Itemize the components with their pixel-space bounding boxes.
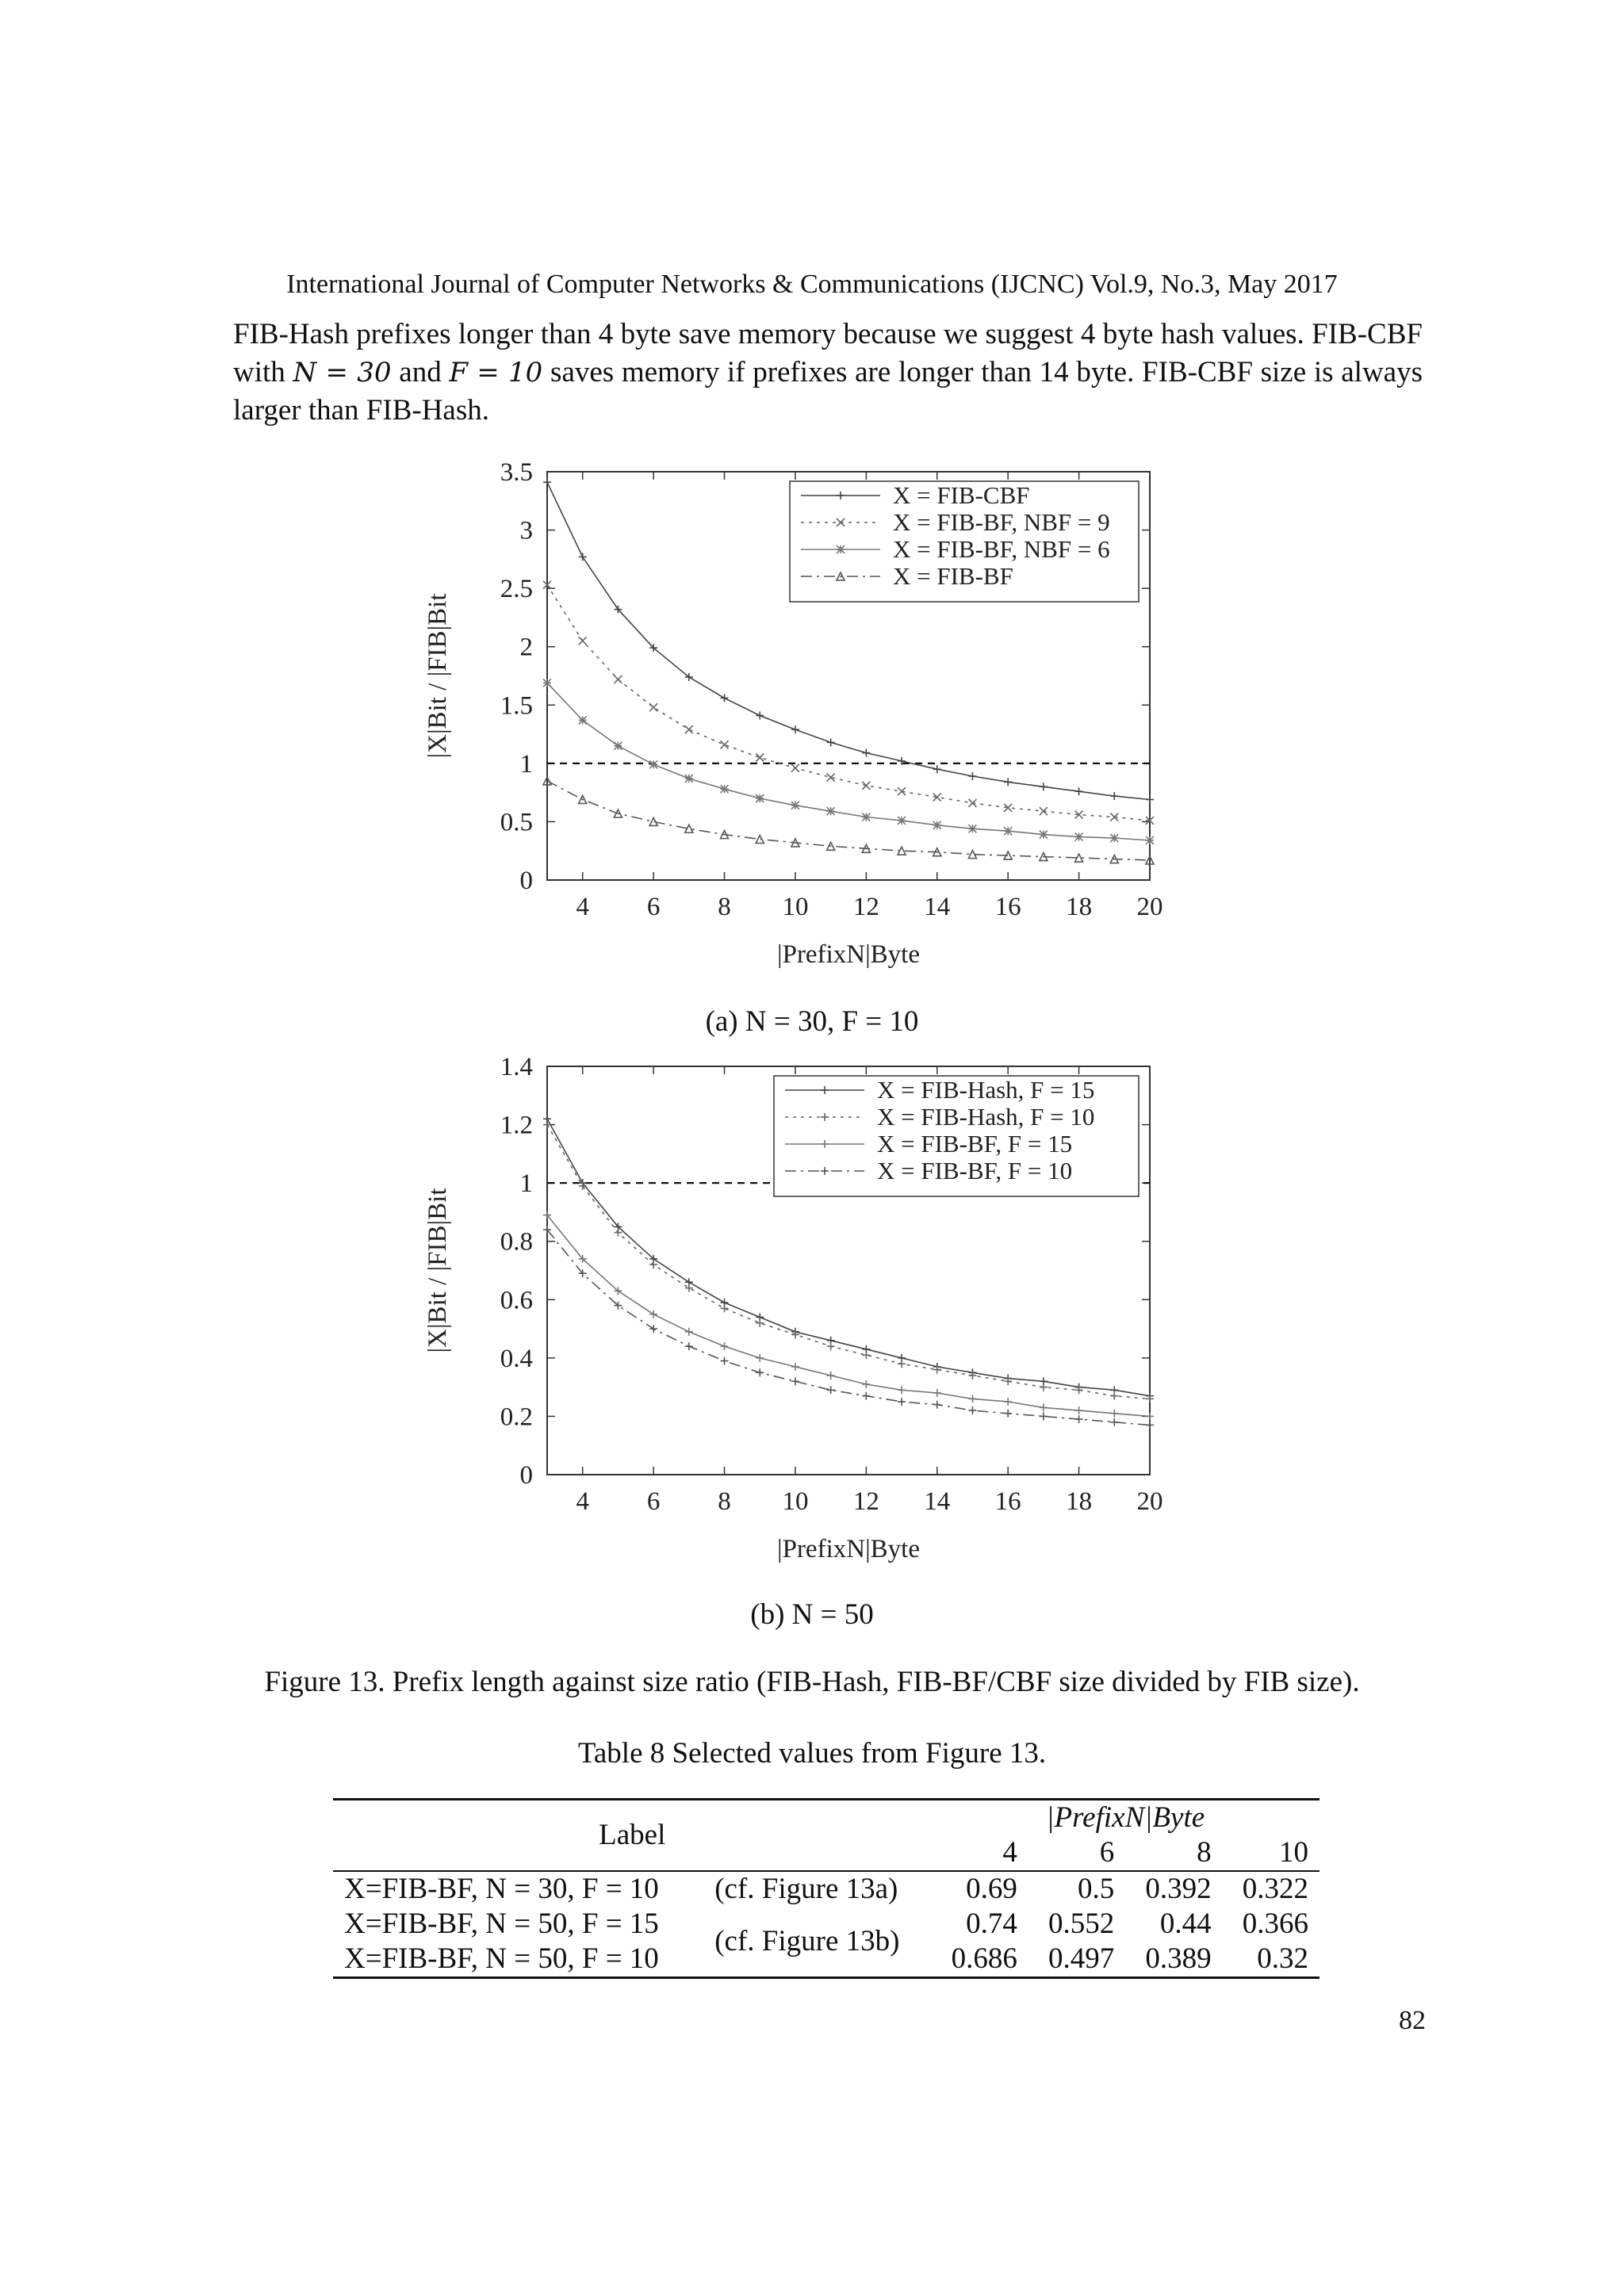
data-point xyxy=(649,760,657,768)
data-point xyxy=(827,1342,835,1350)
y-tick-label: 0.8 xyxy=(500,1227,533,1257)
table-cell: 0.552 xyxy=(1048,1908,1115,1940)
y-axis-label: |X|Bit / |FIB|Bit xyxy=(423,1188,452,1353)
legend-label: X = FIB-BF, NBF = 6 xyxy=(893,535,1110,563)
table-cell: 0.322 xyxy=(1242,1873,1308,1905)
body-paragraph xyxy=(233,316,1423,430)
legend-label: X = FIB-CBF xyxy=(893,481,1030,509)
data-point xyxy=(1004,1410,1012,1418)
paragraph-text-1: FIB-Hash prefixes longer than 4 byte save memory because we suggest 4 byte hash values. FIB-CBF with xyxy=(233,318,1423,388)
data-point xyxy=(1004,778,1012,786)
y-tick-label: 3.5 xyxy=(500,458,533,487)
series-4 xyxy=(543,1226,1154,1429)
y-tick-label: 0.5 xyxy=(500,808,533,837)
data-point xyxy=(1110,792,1118,800)
data-point xyxy=(543,478,551,486)
data-point xyxy=(791,725,799,733)
x-tick-label: 20 xyxy=(1136,893,1163,921)
data-point xyxy=(1040,1412,1048,1420)
data-point xyxy=(1110,1418,1118,1426)
table-cell: 0.74 xyxy=(966,1908,1017,1940)
data-point xyxy=(685,1342,693,1350)
data-point xyxy=(827,807,835,815)
table-caption: Table 8 Selected values from Figure 13. xyxy=(577,1737,1047,1770)
table-cell: 0.389 xyxy=(1145,1942,1212,1975)
data-point xyxy=(721,1304,729,1312)
legend-label: X = FIB-BF xyxy=(893,562,1013,590)
x-tick-label: 10 xyxy=(782,1487,809,1516)
data-point xyxy=(827,738,835,746)
data-point xyxy=(1075,833,1083,841)
chart-a-caption: (a) N = 30, F = 10 xyxy=(705,1005,919,1038)
y-tick-label: 2.5 xyxy=(500,575,533,604)
data-point xyxy=(791,1363,799,1371)
legend-label: X = FIB-Hash, F = 15 xyxy=(877,1076,1095,1104)
data-point xyxy=(1146,795,1154,803)
data-point xyxy=(1004,1398,1012,1406)
data-point xyxy=(862,1380,870,1388)
data-point xyxy=(543,1121,551,1129)
data-point xyxy=(756,712,764,720)
data-point xyxy=(649,1261,657,1269)
data-point xyxy=(756,1354,764,1362)
x-tick-label: 16 xyxy=(994,893,1021,921)
data-point xyxy=(685,1328,693,1336)
series-4 xyxy=(543,777,1154,864)
y-tick-label: 2 xyxy=(519,633,533,662)
data-point xyxy=(862,749,870,757)
data-point xyxy=(898,1386,906,1394)
data-point xyxy=(968,1395,976,1402)
data-point xyxy=(898,1398,906,1406)
x-tick-label: 6 xyxy=(646,1487,661,1516)
paragraph-math-f: F = 10 xyxy=(449,357,543,388)
x-tick-label: 14 xyxy=(924,1487,951,1516)
data-point xyxy=(756,754,764,762)
table-cell: 0.32 xyxy=(1257,1942,1308,1975)
data-point xyxy=(1146,1412,1154,1420)
results-table xyxy=(333,1798,1320,1979)
x-tick-label: 4 xyxy=(576,893,589,921)
data-point xyxy=(1040,783,1048,790)
data-point xyxy=(756,1319,764,1327)
y-tick-label: 0.4 xyxy=(500,1344,533,1373)
data-point xyxy=(862,1351,870,1359)
table-cell: 0.69 xyxy=(966,1873,1017,1905)
data-point xyxy=(1146,836,1154,844)
series-line xyxy=(547,1230,1150,1425)
y-tick-label: 0 xyxy=(519,867,533,895)
data-point xyxy=(579,637,587,645)
table-col-header: 10 xyxy=(1279,1836,1308,1869)
data-point xyxy=(756,794,764,802)
series-line xyxy=(547,683,1150,840)
data-point xyxy=(649,703,657,711)
table-row xyxy=(333,1907,1320,1942)
data-point xyxy=(1075,1415,1083,1423)
x-tick-label: 16 xyxy=(994,1487,1021,1516)
chart-b xyxy=(381,1050,1189,1578)
legend-marker xyxy=(837,545,845,553)
series-line xyxy=(547,1215,1150,1417)
table-cell: 0.497 xyxy=(1048,1942,1115,1975)
x-tick-label: 12 xyxy=(852,893,879,921)
data-point xyxy=(649,1325,657,1333)
data-point xyxy=(791,764,799,772)
series-3 xyxy=(543,679,1154,844)
table-col-header: 8 xyxy=(1197,1836,1212,1869)
chart-b-caption: (b) N = 50 xyxy=(750,1598,874,1631)
table-cell: 0.392 xyxy=(1145,1873,1212,1905)
x-tick-label: 10 xyxy=(782,893,809,921)
data-point xyxy=(685,1284,693,1292)
series-line xyxy=(547,585,1150,821)
data-point xyxy=(1075,787,1083,795)
table-row-ref: (cf. Figure 13b) xyxy=(714,1925,900,1957)
table-prefix-header: |PrefixN|Byte xyxy=(1046,1801,1205,1834)
data-point xyxy=(649,1311,657,1318)
x-tick-label: 6 xyxy=(646,893,661,921)
table-cell: 0.5 xyxy=(1077,1873,1115,1905)
legend-label: X = FIB-Hash, F = 10 xyxy=(877,1103,1095,1131)
y-tick-label: 1.2 xyxy=(500,1111,533,1140)
table-col-header: 4 xyxy=(1002,1836,1017,1869)
data-point xyxy=(685,775,693,783)
data-point xyxy=(968,1406,976,1414)
table-cell: 0.44 xyxy=(1159,1908,1212,1940)
x-tick-label: 18 xyxy=(1066,1487,1093,1516)
data-point xyxy=(721,694,729,702)
x-axis-label: |PrefixN|Byte xyxy=(776,1535,921,1563)
data-point xyxy=(968,825,976,832)
data-point xyxy=(721,740,729,748)
data-point xyxy=(579,716,587,724)
paragraph-math-n: N = 30 xyxy=(293,357,392,388)
table-cell: 0.366 xyxy=(1242,1908,1308,1940)
x-tick-label: 14 xyxy=(924,893,951,921)
data-point xyxy=(1040,1383,1048,1391)
legend-label: X = FIB-BF, NBF = 9 xyxy=(893,508,1110,536)
data-point xyxy=(862,782,870,790)
data-point xyxy=(721,1357,729,1365)
y-tick-label: 3 xyxy=(519,516,533,545)
y-tick-label: 0.6 xyxy=(500,1286,533,1315)
y-tick-label: 1.4 xyxy=(500,1053,533,1081)
data-point xyxy=(862,813,870,821)
data-point xyxy=(1110,1392,1118,1400)
paragraph-text-and: and xyxy=(391,356,450,388)
data-point xyxy=(543,679,551,687)
legend-label: X = FIB-BF, F = 15 xyxy=(877,1130,1073,1158)
data-point xyxy=(898,1360,906,1368)
data-point xyxy=(685,725,693,733)
data-point xyxy=(614,675,622,683)
page-number: 82 xyxy=(1399,2006,1426,2035)
data-point xyxy=(933,1401,941,1409)
series-2 xyxy=(543,581,1154,825)
y-tick-label: 1.5 xyxy=(500,691,533,721)
x-tick-label: 12 xyxy=(852,1487,879,1516)
data-point xyxy=(898,817,906,825)
chart-a xyxy=(381,456,1189,995)
figure-caption: Figure 13. Prefix length against size ratio (FIB-Hash, FIB-BF/CBF size divided by FIB size). xyxy=(264,1666,1360,1698)
journal-header: International Journal of Computer Networks & Communications (IJCNC) Vol.9, No.3, May 2017 xyxy=(286,270,1338,299)
data-point xyxy=(791,802,799,809)
y-tick-label: 1 xyxy=(519,749,533,779)
data-point xyxy=(614,742,622,750)
x-tick-label: 8 xyxy=(718,1487,731,1516)
series-line xyxy=(547,781,1150,860)
data-point xyxy=(756,1368,764,1376)
data-point xyxy=(721,785,729,793)
data-point xyxy=(721,1342,729,1350)
y-axis-label: |X|Bit / |FIB|Bit xyxy=(423,593,452,759)
data-point xyxy=(933,765,941,773)
table-label-header: Label xyxy=(599,1819,666,1851)
data-point xyxy=(1004,827,1012,835)
table-cell: 0.686 xyxy=(951,1942,1017,1975)
x-tick-label: 20 xyxy=(1136,1487,1163,1516)
data-point xyxy=(1040,831,1048,839)
x-tick-label: 8 xyxy=(718,893,731,921)
data-point xyxy=(1146,1421,1154,1429)
data-point xyxy=(579,553,587,561)
data-point xyxy=(862,1392,870,1400)
table-row-ref: (cf. Figure 13a) xyxy=(714,1873,898,1905)
data-point xyxy=(933,821,941,829)
table-row-label: X=FIB-BF, N = 50, F = 15 xyxy=(344,1908,659,1940)
y-tick-label: 0.2 xyxy=(500,1402,533,1432)
table-col-header: 6 xyxy=(1099,1836,1115,1869)
data-point xyxy=(1075,1406,1083,1414)
data-point xyxy=(1110,1410,1118,1418)
data-point xyxy=(933,1389,941,1397)
data-point xyxy=(827,1372,835,1380)
data-point xyxy=(968,772,976,780)
data-point xyxy=(791,1377,799,1385)
x-axis-label: |PrefixN|Byte xyxy=(776,940,921,969)
legend-label: X = FIB-BF, F = 10 xyxy=(877,1157,1073,1184)
paragraph-text-2: saves memory if prefixes are longer than 14 byte. FIB-CBF size is always larger than FIB-Hash. xyxy=(233,356,1423,427)
data-point xyxy=(827,1386,835,1394)
y-tick-label: 0 xyxy=(519,1461,533,1490)
table-row xyxy=(333,1871,1320,1907)
table-row-label: X=FIB-BF, N = 50, F = 10 xyxy=(344,1942,659,1975)
data-point xyxy=(1110,834,1118,842)
table-row-label: X=FIB-BF, N = 30, F = 10 xyxy=(344,1873,659,1905)
x-tick-label: 4 xyxy=(576,1487,589,1516)
data-point xyxy=(1040,1403,1048,1411)
x-tick-label: 18 xyxy=(1066,893,1093,921)
y-tick-label: 1 xyxy=(519,1169,533,1199)
